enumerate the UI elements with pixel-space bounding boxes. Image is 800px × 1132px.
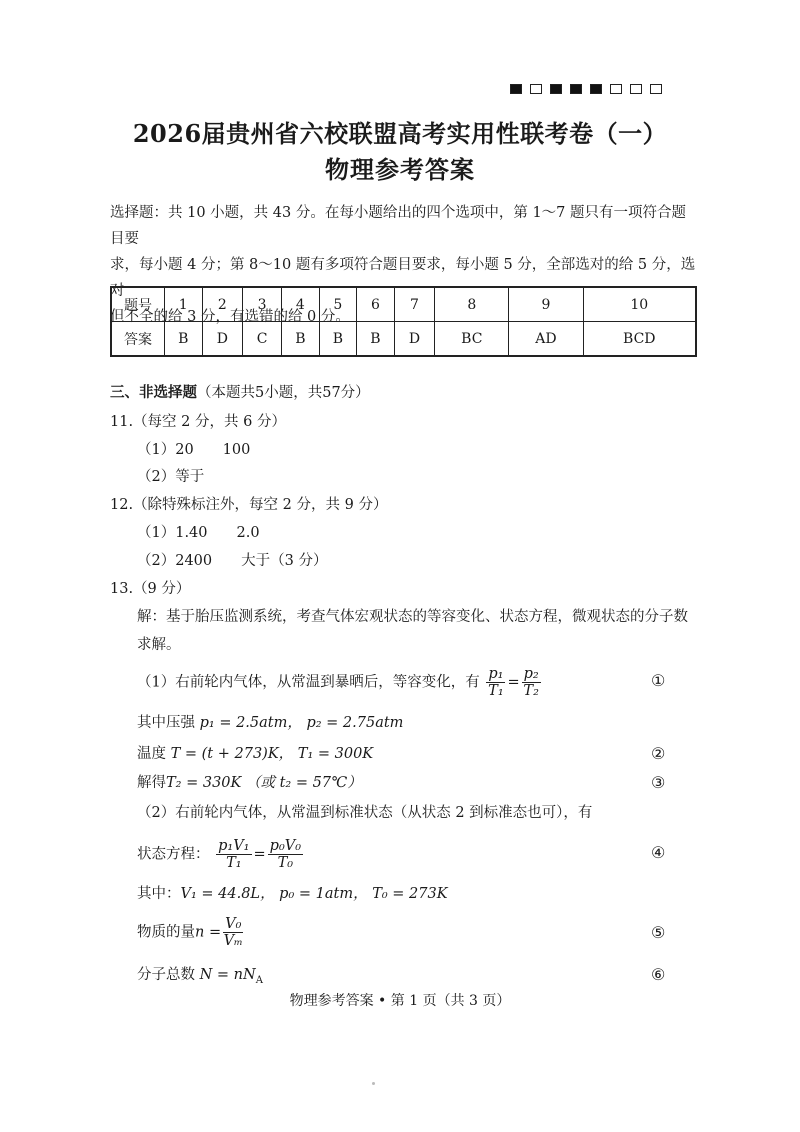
numerator: V₀ — [225, 916, 242, 932]
table-cell: B — [282, 322, 320, 357]
fraction — [522, 666, 541, 699]
numerator: p₂ — [523, 666, 539, 682]
equation-lhs: n = — [195, 924, 222, 941]
equation: V₁ = 44.8L， p₀ = 1atm， T₀ = 273K — [180, 886, 448, 902]
q11-title: 11.（每空 2 分，共 6 分） — [110, 414, 286, 430]
table-cell: AD — [509, 322, 583, 357]
table-cell: 3 — [243, 287, 282, 322]
table-cell: 4 — [282, 287, 320, 322]
answer-table — [110, 286, 697, 357]
line-prefix: 温度 — [137, 746, 166, 762]
marker-2: ② — [651, 744, 666, 763]
table-cell: B — [319, 322, 357, 357]
numerator: p₁ — [488, 666, 504, 682]
marker-6: ⑥ — [651, 965, 666, 984]
exam-subtitle: 物理参考答案 — [325, 155, 475, 184]
denominator: T₁ — [488, 683, 504, 699]
marker-square — [570, 84, 582, 94]
page-footer: 物理参考答案 • 第 1 页（共 3 页） — [289, 993, 511, 1009]
instruction-line: 求，每小题 4 分；第 8～10 题有多项符合题目要求，每小题 5 分，全部选对的给 5 分，选对 — [110, 257, 696, 299]
denominator: T₂ — [523, 683, 539, 699]
fraction — [268, 838, 303, 871]
line-prefix: 物质的量 — [137, 924, 195, 941]
q13-pressure-line — [137, 713, 403, 733]
table-cell: B — [357, 322, 395, 357]
equation: T₂ = 330K （或 t₂ = 57℃） — [166, 775, 362, 791]
marker-square — [530, 84, 542, 94]
subscript: A — [255, 974, 263, 986]
fraction — [223, 916, 243, 949]
denominator: T₁ — [226, 855, 242, 871]
q11-answer-2: （2）等于 — [137, 469, 205, 485]
denominator: T₀ — [277, 855, 294, 871]
marker-4: ④ — [651, 843, 666, 862]
fraction — [486, 666, 505, 699]
instruction-line: 但不全的给 3 分，有选错的给 0 分。 — [110, 309, 350, 325]
table-cell: 2 — [202, 287, 243, 322]
marker-5: ⑤ — [651, 923, 666, 942]
page-marker-squares — [510, 84, 662, 94]
marker-square — [510, 84, 522, 94]
q13-amount-line — [137, 916, 245, 949]
line-prefix: 状态方程： — [137, 846, 210, 863]
marker-square — [650, 84, 662, 94]
q11-answer-1: （1）20 100 — [137, 442, 251, 458]
table-cell: B — [165, 322, 203, 357]
table-cell: C — [243, 322, 282, 357]
q13-title: 13.（9 分） — [110, 581, 191, 597]
table-cell: 10 — [583, 287, 696, 322]
numerator: p₀V₀ — [269, 838, 302, 854]
q13-state-equation: 状态方程： $\frac{\text{p₁V₁}}{\text{T₁}}$ = $\frac{\text{p₀V₀}}{\text{T₀}}$ — [137, 838, 302, 871]
section-heading — [110, 383, 370, 403]
table-cell: BCD — [583, 322, 696, 357]
q13-molecules-line — [137, 965, 263, 991]
marker-square — [610, 84, 622, 94]
q13-solution-line: 解：基于胎压监测系统，考查气体宏观状态的等容变化、状态方程，微观状态的分子数 — [137, 609, 688, 625]
equation: T = (t + 273)K， T₁ = 300K — [170, 746, 374, 762]
row-label: 题号 — [111, 287, 165, 322]
marker-3: ③ — [651, 773, 666, 792]
section-title: 三、非选择题 — [110, 384, 197, 401]
q12-answer-2: （2）2400 大于（3 分） — [137, 553, 328, 569]
equation: p₁ = 2.5atm， p₂ = 2.75atm — [199, 715, 404, 731]
table-cell: 7 — [394, 287, 435, 322]
table-cell: 8 — [435, 287, 509, 322]
table-cell: 6 — [357, 287, 395, 322]
marker-square — [630, 84, 642, 94]
q12-answer-1: （1）1.40 2.0 — [137, 525, 260, 541]
q13-part2-statement: （2）右前轮内气体，从常温到标准状态（从状态 2 到标准态也可），有 — [137, 805, 593, 821]
table-cell: 9 — [509, 287, 583, 322]
denominator: Vₘ — [223, 933, 243, 949]
equation: N = nN — [199, 967, 256, 983]
table-cell: D — [394, 322, 435, 357]
table-row-answers — [111, 322, 696, 357]
table-cell: 1 — [165, 287, 203, 322]
q13-temp-line — [137, 744, 373, 764]
line-prefix: 其中压强 — [137, 715, 195, 731]
marker-1: ① — [651, 671, 666, 690]
line-prefix: 解得 — [137, 775, 166, 791]
marker-square — [550, 84, 562, 94]
row-label: 答案 — [111, 322, 165, 357]
q12-title: 12.（除特殊标注外，每空 2 分，共 9 分） — [110, 497, 388, 513]
q13-part1-statement: （1）右前轮内气体，从常温到暴晒后，等容变化，有 $\frac{\text{p₁}}{\text{T₁}}$ = $\frac{\text{p₂}}{\text{T₂}}$ — [137, 666, 539, 699]
marker-square — [590, 84, 602, 94]
section-note: （本题共5小题，共57分） — [197, 385, 370, 401]
line-prefix: 分子总数 — [137, 967, 195, 983]
line-prefix: 其中： — [137, 886, 181, 902]
table-row-numbers — [111, 287, 696, 322]
q13-solution-line: 求解。 — [137, 637, 181, 653]
q13-given-line — [137, 884, 448, 904]
table-cell: D — [202, 322, 243, 357]
numerator: p₁V₁ — [218, 838, 250, 854]
speck-dot — [372, 1082, 375, 1085]
q13-solve-line — [137, 773, 362, 793]
fraction — [216, 838, 251, 871]
table-cell: BC — [435, 322, 509, 357]
instruction-line: 选择题：共 10 小题，共 43 分。在每小题给出的四个选项中，第 1～7 题只有一项符合题目要 — [110, 205, 687, 247]
part1-text: （1）右前轮内气体，从常温到暴晒后，等容变化，有 — [137, 674, 480, 691]
exam-title: 2026届贵州省六校联盟高考实用性联考卷（一） — [132, 119, 668, 148]
table-cell: 5 — [319, 287, 357, 322]
